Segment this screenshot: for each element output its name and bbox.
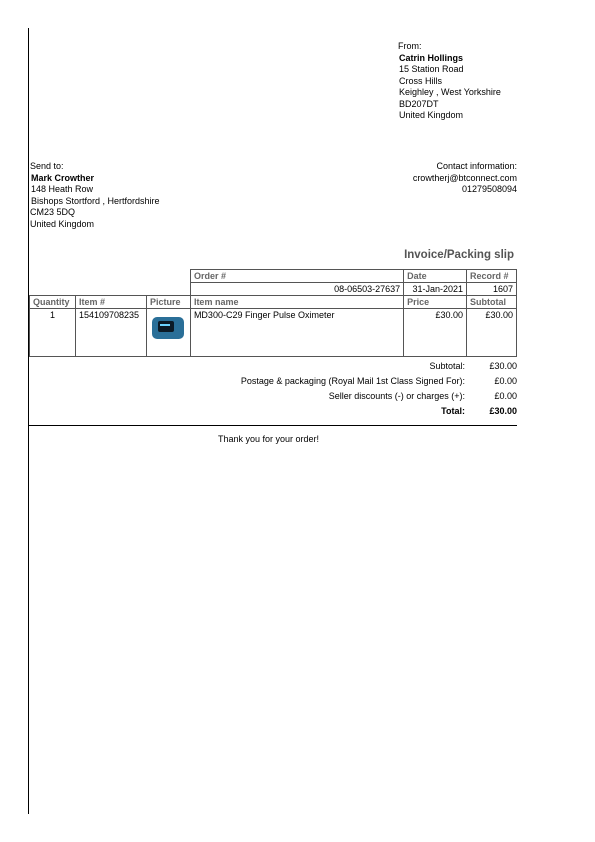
order-number-header: Order #: [190, 270, 403, 283]
from-line1: 15 Station Road: [399, 64, 464, 74]
from-name: Catrin Hollings: [399, 52, 464, 63]
discount-label: Seller discounts (-) or charges (+):: [328, 391, 465, 401]
subtotal-header: Subtotal: [466, 296, 516, 309]
from-line2: Cross Hills: [399, 75, 443, 86]
item-number: 154109708235: [75, 309, 146, 357]
picture-header: Picture: [146, 296, 190, 309]
item-picture: [146, 309, 190, 357]
record-number-value: 1607: [466, 283, 516, 296]
order-header-row: [30, 270, 517, 283]
quantity-header: Quantity: [30, 296, 76, 309]
discount-row: [241, 389, 517, 404]
send-to-name: Mark Crowther: [31, 172, 95, 183]
send-to-label: Send to:: [30, 161, 64, 171]
item-name: MD300-C29 Finger Pulse Oximeter: [190, 309, 403, 357]
left-margin-rule: [28, 28, 29, 814]
subtotal-value: £30.00: [489, 361, 517, 371]
item-subtotal: £30.00: [466, 309, 516, 357]
table-row: [30, 309, 517, 357]
date-header: Date: [404, 270, 467, 283]
from-line3: Keighley , West Yorkshire: [399, 87, 501, 97]
send-to-country: United Kingdom: [30, 218, 95, 229]
totals-block: [241, 359, 517, 419]
from-address: [398, 41, 501, 122]
send-to-address: [30, 161, 160, 230]
subtotal-row: [241, 359, 517, 374]
postage-label: Postage & packaging (Royal Mail 1st Class Signed For):: [240, 376, 465, 386]
contact-info: [413, 161, 517, 196]
from-label: From:: [398, 41, 422, 51]
item-number-header: Item #: [75, 296, 146, 309]
total-label: Total:: [441, 406, 465, 416]
document-title: Invoice/Packing slip: [404, 249, 514, 261]
from-country: United Kingdom: [399, 110, 464, 120]
contact-label: Contact information:: [436, 161, 517, 171]
invoice-table: [29, 269, 517, 357]
items-header-row: [30, 296, 517, 309]
pulse-oximeter-icon: [150, 310, 186, 346]
record-number-header: Record #: [466, 270, 516, 283]
item-name-header: Item name: [190, 296, 403, 309]
item-price: £30.00: [404, 309, 467, 357]
contact-phone: 01279508094: [461, 184, 517, 194]
contact-email: crowtherj@btconnect.com: [412, 172, 517, 183]
postage-value: £0.00: [494, 376, 517, 386]
item-quantity: 1: [30, 309, 76, 357]
subtotal-label: Subtotal:: [429, 361, 465, 371]
divider: [29, 425, 517, 426]
total-value: £30.00: [489, 406, 517, 416]
send-to-postcode: CM23 5DQ: [30, 207, 76, 217]
date-value: 31-Jan-2021: [404, 283, 467, 296]
send-to-line2: Bishops Stortford , Hertfordshire: [31, 195, 160, 206]
order-values-row: [30, 283, 517, 296]
total-row: [241, 404, 517, 419]
postage-row: [241, 374, 517, 389]
price-header: Price: [404, 296, 467, 309]
from-postcode: BD207DT: [399, 98, 439, 109]
thank-you-message: Thank you for your order!: [218, 434, 320, 444]
send-to-line1: 148 Heath Row: [31, 184, 94, 194]
order-number-value: 08-06503-27637: [190, 283, 403, 296]
discount-value: £0.00: [494, 391, 517, 401]
